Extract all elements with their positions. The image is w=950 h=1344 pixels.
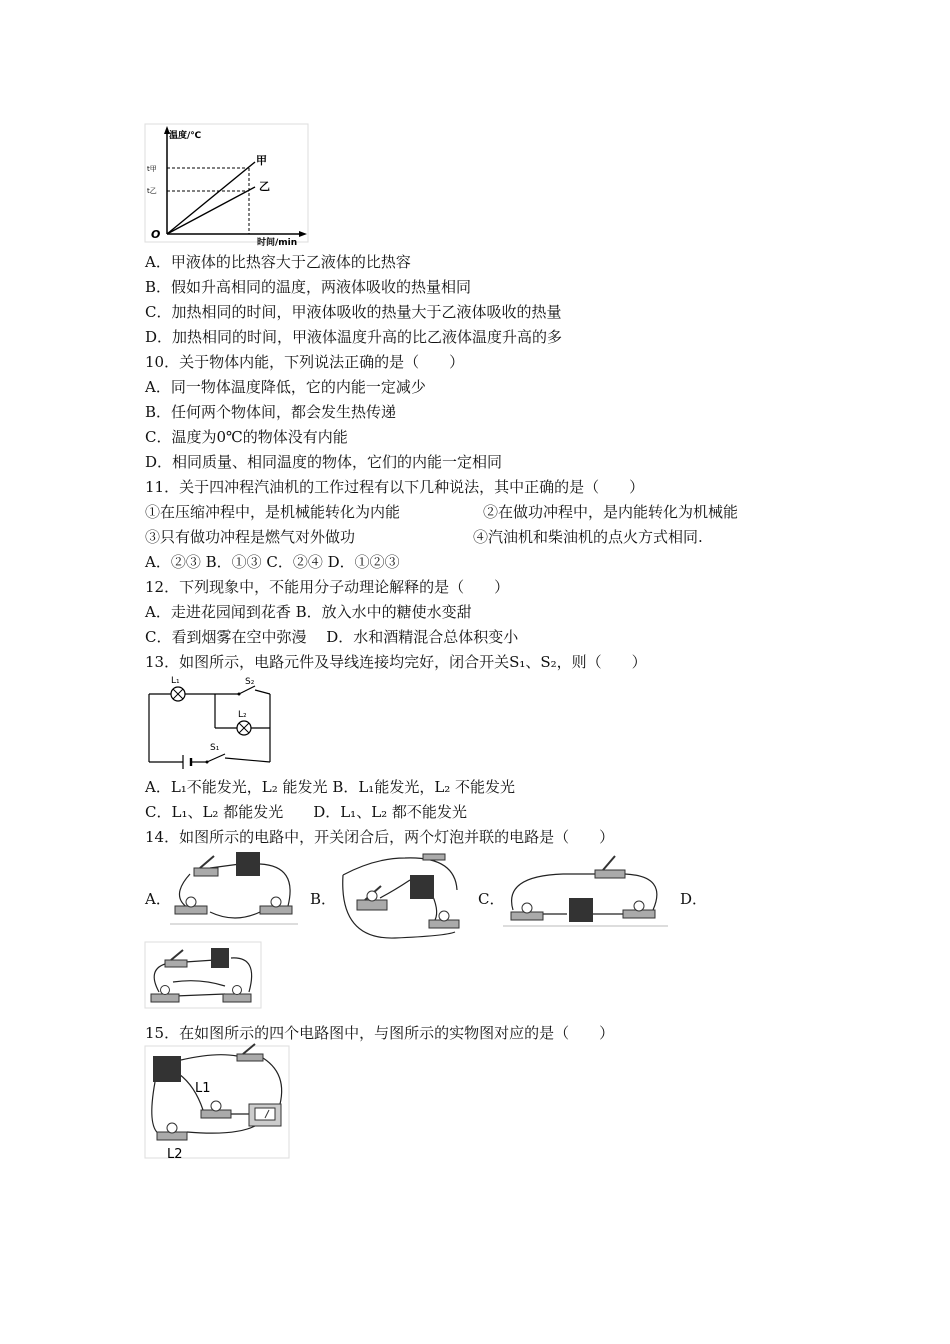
q12-options-row2: C．看到烟雾在空中弥漫 D．水和酒精混合总体积变小: [145, 628, 519, 646]
q13-options-row2: C．L₁、L₂ 都能发光 D．L₁、L₂ 都不能发光: [145, 803, 467, 821]
battery-icon: [153, 1056, 181, 1082]
battery-icon: [410, 875, 434, 899]
q9-option-a: A．甲液体的比热容大于乙液体的比热容: [145, 253, 411, 271]
temperature-time-graph: [145, 124, 310, 248]
q11-statement-1: ①在压缩冲程中，是机械能转化为内能: [145, 503, 401, 521]
q9-option-b: B．假如升高相同的温度，两液体吸收的热量相同: [145, 278, 472, 296]
battery-icon: [569, 898, 593, 922]
q14-option-a-circuit: [170, 846, 300, 926]
q10-option-a: A．同一物体温度降低，它的内能一定减少: [145, 378, 426, 396]
bulb-l1-label: L1: [195, 1081, 211, 1096]
q9-option-c: C．加热相同的时间，甲液体吸收的热量大于乙液体吸收的热量: [145, 303, 562, 321]
q12-stem: 12．下列现象中，不能用分子动理论解释的是（ ）: [145, 578, 510, 596]
switch-icon: [423, 854, 445, 860]
bulb-icon: [161, 986, 170, 995]
bulb-icon: [233, 986, 242, 995]
q12-options-row1: A．走进花园闻到花香 B．放入水中的糖使水变甜: [145, 603, 472, 621]
q11-options: A．②③ B．①③ C．②④ D．①②③: [145, 553, 400, 571]
q14-stem: 14．如图所示的电路中，开关闭合后，两个灯泡并联的电路是（ ）: [145, 828, 615, 846]
tick-jia-label: t甲: [147, 165, 157, 173]
q13-stem: 13．如图所示，电路元件及导线连接均完好，闭合开关S₁、S₂，则（ ）: [145, 653, 647, 671]
switch-icon: [165, 960, 187, 967]
q15-physical-circuit: [145, 1046, 291, 1162]
bulb-l2-label: L2: [167, 1147, 183, 1162]
battery-icon: [211, 948, 229, 968]
origin-label: O: [151, 228, 161, 241]
switch-s2-label: S₂: [245, 677, 255, 687]
bulb-icon: [439, 911, 449, 921]
line-yi: [167, 187, 255, 234]
battery-icon: [236, 852, 260, 876]
bulb-icon: [186, 897, 196, 907]
q10-option-b: B．任何两个物体间，都会发生热传递: [145, 403, 397, 421]
q9-option-d: D．加热相同的时间，甲液体温度升高的比乙液体温度升高的多: [145, 328, 563, 346]
q13-options-row1: A．L₁不能发光，L₂ 能发光 B．L₁能发光，L₂ 不能发光: [145, 778, 516, 796]
q13-circuit-diagram: [145, 672, 275, 770]
switch-icon: [595, 870, 625, 878]
q14-label-b: B．: [310, 890, 337, 908]
line-jia-label: 甲: [256, 154, 267, 167]
switch-icon: [194, 868, 218, 876]
bulb-icon: [522, 903, 532, 913]
lamp-l2-label: L₂: [238, 710, 247, 720]
y-axis-label: 温度/℃: [169, 131, 202, 141]
q11-statement-3: ③只有做功冲程是燃气对外做功: [145, 528, 356, 546]
switch-icon: [237, 1054, 263, 1061]
bulb-icon: [367, 891, 377, 901]
q14-label-a: A．: [145, 890, 171, 908]
q14-label-c: C．: [478, 890, 505, 908]
x-axis-label: 时间/min: [257, 238, 298, 248]
q11-statement-4: ④汽油机和柴油机的点火方式相同.: [473, 528, 703, 546]
bulb-icon: [634, 901, 644, 911]
line-jia: [167, 162, 255, 234]
q11-statement-2: ②在做功冲程中，是内能转化为机械能: [483, 503, 739, 521]
q10-stem: 10．关于物体内能，下列说法正确的是（ ）: [145, 353, 465, 371]
q11-stem: 11．关于四冲程汽油机的工作过程有以下几种说法，其中正确的是（ ）: [145, 478, 645, 496]
q14-option-d-circuit: [145, 942, 263, 1010]
q14-option-c-circuit: [503, 848, 668, 928]
q14-label-d: D．: [680, 890, 708, 908]
switch-s1-label: S₁: [210, 743, 220, 753]
bulb-l2-icon: [167, 1123, 177, 1133]
q10-option-c: C．温度为0℃的物体没有内能: [145, 428, 348, 446]
line-yi-label: 乙: [259, 180, 270, 193]
lamp-l1-label: L₁: [171, 676, 180, 686]
tick-yi-label: t乙: [147, 187, 157, 195]
bulb-l1-icon: [211, 1101, 221, 1111]
q14-option-b-circuit: [335, 850, 470, 945]
q10-option-d: D．相同质量、相同温度的物体，它们的内能一定相同: [145, 453, 503, 471]
q15-stem: 15．在如图所示的四个电路图中，与图所示的实物图对应的是（ ）: [145, 1024, 615, 1042]
bulb-icon: [271, 897, 281, 907]
